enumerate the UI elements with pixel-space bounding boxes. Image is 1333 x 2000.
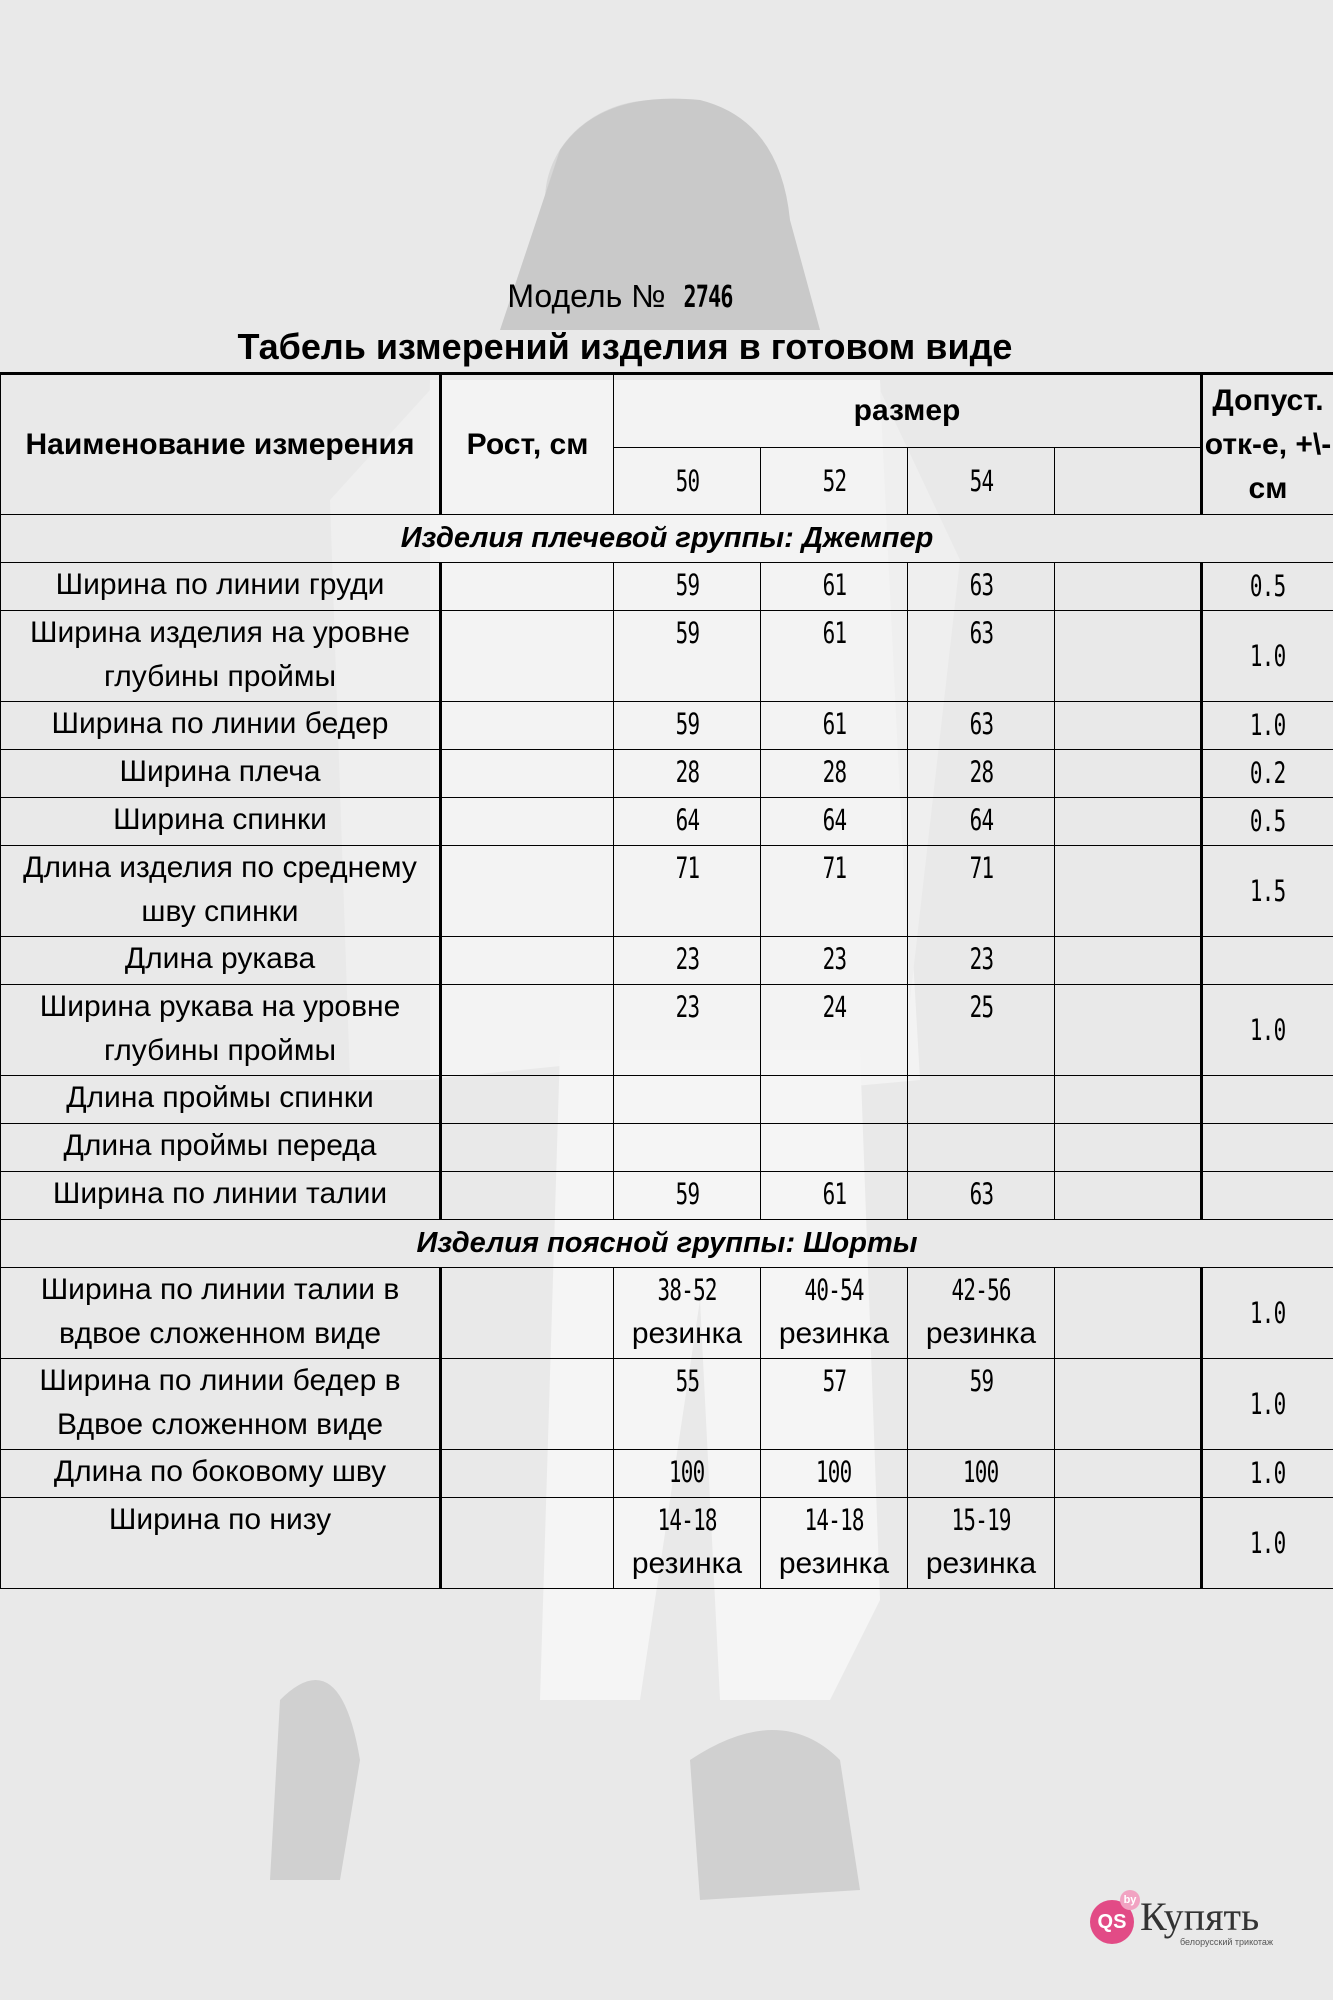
size-value-cell <box>908 1268 1055 1359</box>
model-number: 2746 <box>683 280 734 315</box>
tolerance-cell <box>1202 702 1333 750</box>
table-row <box>1 798 1333 846</box>
size-value: 61 <box>822 568 846 602</box>
table-row <box>1 1124 1333 1172</box>
tolerance-value: 1.5 <box>1250 873 1286 908</box>
size-50: 50 <box>614 448 761 515</box>
size-value: 23 <box>675 990 699 1024</box>
tolerance-cell <box>1202 1450 1333 1498</box>
table-row <box>1 611 1333 702</box>
size-value: 61 <box>822 1177 846 1211</box>
table-row <box>1 1450 1333 1498</box>
size-value: 100 <box>816 1455 852 1489</box>
tolerance-cell <box>1202 1359 1333 1450</box>
size-value-cell <box>1055 1450 1202 1498</box>
size-value-cell <box>761 1172 908 1220</box>
height-cell <box>441 798 614 846</box>
tolerance-value: 1.0 <box>1250 1525 1286 1560</box>
col-height-label: Рост, см <box>466 427 589 461</box>
measurements-table <box>0 372 1333 1589</box>
size-value-cell <box>761 1359 908 1450</box>
table-row <box>1 937 1333 985</box>
measure-name: Длина проймы переда <box>1 1124 441 1172</box>
size-value: 59 <box>675 1177 699 1211</box>
height-cell <box>441 937 614 985</box>
height-cell <box>441 750 614 798</box>
measure-name: Ширина спинки <box>1 798 441 846</box>
size-value: 63 <box>969 707 993 741</box>
size-value: 28 <box>969 755 993 789</box>
size-value: 23 <box>822 942 846 976</box>
brand-mark-text: QS <box>1097 1910 1127 1933</box>
brand-badge: by <box>1120 1890 1140 1910</box>
size-value-cell <box>761 1498 908 1589</box>
height-cell <box>441 611 614 702</box>
tolerance-cell <box>1202 563 1333 611</box>
table-row <box>1 563 1333 611</box>
tolerance-value: 1.0 <box>1250 1386 1286 1421</box>
size-value: 100 <box>963 1455 999 1489</box>
size-value-cell <box>1055 750 1202 798</box>
size-note: резинка <box>631 1547 743 1580</box>
size-value-cell <box>614 563 761 611</box>
measure-name: Ширина по линии бедер <box>1 702 441 750</box>
size-value: 25 <box>969 990 993 1024</box>
size-value: 59 <box>675 568 699 602</box>
brand-logo <box>1090 1894 1273 1947</box>
size-value: 64 <box>822 803 846 837</box>
size-value: 24 <box>822 990 846 1024</box>
size-value-cell <box>1055 1172 1202 1220</box>
model-number-line <box>0 278 1250 315</box>
tolerance-cell <box>1202 798 1333 846</box>
size-value-cell <box>761 611 908 702</box>
size-value: 42-56 <box>951 1273 1011 1307</box>
size-note: резинка <box>778 1317 890 1350</box>
size-value: 61 <box>822 616 846 650</box>
section-title: Изделия поясной группы: Шорты <box>1 1220 1333 1268</box>
size-value-cell <box>1055 798 1202 846</box>
measure-name: Длина изделия по среднему шву спинки <box>1 846 441 937</box>
size-value-cell <box>1055 1124 1202 1172</box>
size-value-cell <box>908 846 1055 937</box>
section-row <box>1 1220 1333 1268</box>
size-value-cell <box>761 702 908 750</box>
col-tolerance-header: Допуст. отк-е, +\-см <box>1202 374 1333 515</box>
size-value-cell <box>1055 937 1202 985</box>
size-value-cell <box>908 750 1055 798</box>
size-value: 71 <box>969 851 993 885</box>
size-value-cell <box>908 563 1055 611</box>
table-row <box>1 1172 1333 1220</box>
size-value-cell <box>908 1498 1055 1589</box>
tolerance-cell <box>1202 846 1333 937</box>
tolerance-cell <box>1202 1076 1333 1124</box>
measure-name: Ширина по линии груди <box>1 563 441 611</box>
tolerance-cell <box>1202 611 1333 702</box>
height-cell <box>441 702 614 750</box>
height-cell <box>441 1359 614 1450</box>
size-value: 38-52 <box>657 1273 717 1307</box>
size-value-cell <box>1055 985 1202 1076</box>
size-value-cell <box>1055 702 1202 750</box>
height-cell <box>441 1124 614 1172</box>
size-value-cell <box>761 1124 908 1172</box>
size-value-cell <box>614 1450 761 1498</box>
table-row <box>1 846 1333 937</box>
size-value: 55 <box>675 1364 699 1398</box>
tolerance-value: 1.0 <box>1250 1012 1286 1047</box>
size-value-cell <box>761 1076 908 1124</box>
measure-name: Ширина по линии талии <box>1 1172 441 1220</box>
size-54: 54 <box>908 448 1055 515</box>
tolerance-cell <box>1202 1268 1333 1359</box>
size-value-cell <box>614 611 761 702</box>
height-cell <box>441 1268 614 1359</box>
size-note: резинка <box>925 1547 1037 1580</box>
size-value: 40-54 <box>804 1273 864 1307</box>
height-cell <box>441 1172 614 1220</box>
size-value-cell <box>1055 1498 1202 1589</box>
size-value-cell <box>614 1124 761 1172</box>
size-value: 64 <box>675 803 699 837</box>
col-name-header: Наименование измерения <box>1 374 441 515</box>
size-value-cell <box>614 1498 761 1589</box>
tolerance-value: 0.2 <box>1250 756 1286 790</box>
size-value-cell <box>614 985 761 1076</box>
tolerance-value: 0.5 <box>1250 804 1286 838</box>
size-note: резинка <box>925 1317 1037 1350</box>
size-value-cell <box>1055 1268 1202 1359</box>
size-value: 57 <box>822 1364 846 1398</box>
tolerance-cell <box>1202 937 1333 985</box>
size-value: 64 <box>969 803 993 837</box>
size-value-cell <box>1055 846 1202 937</box>
size-value-cell <box>614 798 761 846</box>
size-value-cell <box>614 937 761 985</box>
measure-name: Длина по боковому шву <box>1 1450 441 1498</box>
height-cell <box>441 1498 614 1589</box>
size-value-cell <box>761 937 908 985</box>
measure-name: Ширина по линии бедер в Вдвое сложенном виде <box>1 1359 441 1450</box>
height-cell <box>441 846 614 937</box>
size-value-cell <box>1055 563 1202 611</box>
size-value: 71 <box>675 851 699 885</box>
brand-mark <box>1090 1894 1137 1944</box>
header-row <box>1 374 1333 448</box>
measure-name: Ширина изделия на уровне глубины проймы <box>1 611 441 702</box>
size-value-cell <box>761 563 908 611</box>
tolerance-cell <box>1202 985 1333 1076</box>
size-52: 52 <box>761 448 908 515</box>
brand-tagline: белорусский трикотаж <box>1180 1937 1273 1947</box>
size-value: 23 <box>969 942 993 976</box>
measure-name: Ширина плеча <box>1 750 441 798</box>
size-value: 23 <box>675 942 699 976</box>
size-value-cell <box>1055 611 1202 702</box>
section-row <box>1 515 1333 563</box>
size-value-cell <box>1055 1076 1202 1124</box>
tolerance-value: 1.0 <box>1250 638 1286 673</box>
size-value: 15-19 <box>951 1503 1011 1537</box>
tolerance-value: 1.0 <box>1250 1295 1286 1330</box>
size-value: 71 <box>822 851 846 885</box>
size-value-cell <box>761 750 908 798</box>
size-value: 59 <box>675 707 699 741</box>
size-value: 59 <box>969 1364 993 1398</box>
measure-name: Ширина по линии талии в вдвое сложенном виде <box>1 1268 441 1359</box>
tolerance-cell <box>1202 1124 1333 1172</box>
tolerance-cell <box>1202 750 1333 798</box>
size-value-cell <box>761 798 908 846</box>
size-value-cell <box>614 846 761 937</box>
size-value-cell <box>908 798 1055 846</box>
size-value-cell <box>908 611 1055 702</box>
size-value: 59 <box>675 616 699 650</box>
size-value: 14-18 <box>657 1503 717 1537</box>
size-note: резинка <box>631 1317 743 1350</box>
size-value-cell <box>908 937 1055 985</box>
size-value-cell <box>614 702 761 750</box>
size-value-cell <box>614 1268 761 1359</box>
size-value-cell <box>614 1359 761 1450</box>
size-value-cell <box>614 750 761 798</box>
size-value: 28 <box>675 755 699 789</box>
table-row <box>1 1498 1333 1589</box>
size-value-cell <box>908 985 1055 1076</box>
size-value: 14-18 <box>804 1503 864 1537</box>
measure-name: Ширина по низу <box>1 1498 441 1589</box>
measure-name: Длина проймы спинки <box>1 1076 441 1124</box>
model-label: Модель № <box>507 278 666 314</box>
size-value-cell <box>908 1172 1055 1220</box>
tolerance-value: 0.5 <box>1250 569 1286 603</box>
table-row <box>1 750 1333 798</box>
size-value: 61 <box>822 707 846 741</box>
size-value-cell <box>614 1172 761 1220</box>
section-title: Изделия плечевой группы: Джемпер <box>1 515 1333 563</box>
tolerance-value: 1.0 <box>1250 708 1286 742</box>
size-value: 63 <box>969 568 993 602</box>
size-value-cell <box>908 1076 1055 1124</box>
size-value-cell <box>761 1268 908 1359</box>
size-value-cell <box>908 702 1055 750</box>
height-cell <box>441 563 614 611</box>
size-value: 63 <box>969 1177 993 1211</box>
size-value-cell <box>761 985 908 1076</box>
size-value-cell <box>908 1124 1055 1172</box>
size-empty <box>1055 448 1202 515</box>
size-note: резинка <box>778 1547 890 1580</box>
table-row <box>1 1076 1333 1124</box>
height-cell <box>441 1450 614 1498</box>
size-value: 100 <box>669 1455 705 1489</box>
size-value-cell <box>908 1359 1055 1450</box>
tolerance-cell <box>1202 1172 1333 1220</box>
size-value: 63 <box>969 616 993 650</box>
height-cell <box>441 1076 614 1124</box>
table-row <box>1 1359 1333 1450</box>
brand-name: Купять <box>1140 1894 1260 1939</box>
size-value-cell <box>761 1450 908 1498</box>
size-value-cell <box>614 1076 761 1124</box>
tolerance-value: 1.0 <box>1250 1456 1286 1490</box>
col-height-header <box>441 374 614 515</box>
col-size-group-header: размер <box>614 374 1202 448</box>
size-value: 28 <box>822 755 846 789</box>
size-value-cell <box>761 846 908 937</box>
height-cell <box>441 985 614 1076</box>
measure-name: Ширина рукава на уровне глубины проймы <box>1 985 441 1076</box>
table-row <box>1 702 1333 750</box>
size-value-cell <box>1055 1359 1202 1450</box>
size-value-cell <box>908 1450 1055 1498</box>
table-row <box>1 985 1333 1076</box>
measure-name: Длина рукава <box>1 937 441 985</box>
table-row <box>1 1268 1333 1359</box>
tolerance-cell <box>1202 1498 1333 1589</box>
table-title: Табель измерений изделия в готовом виде <box>237 326 1013 367</box>
